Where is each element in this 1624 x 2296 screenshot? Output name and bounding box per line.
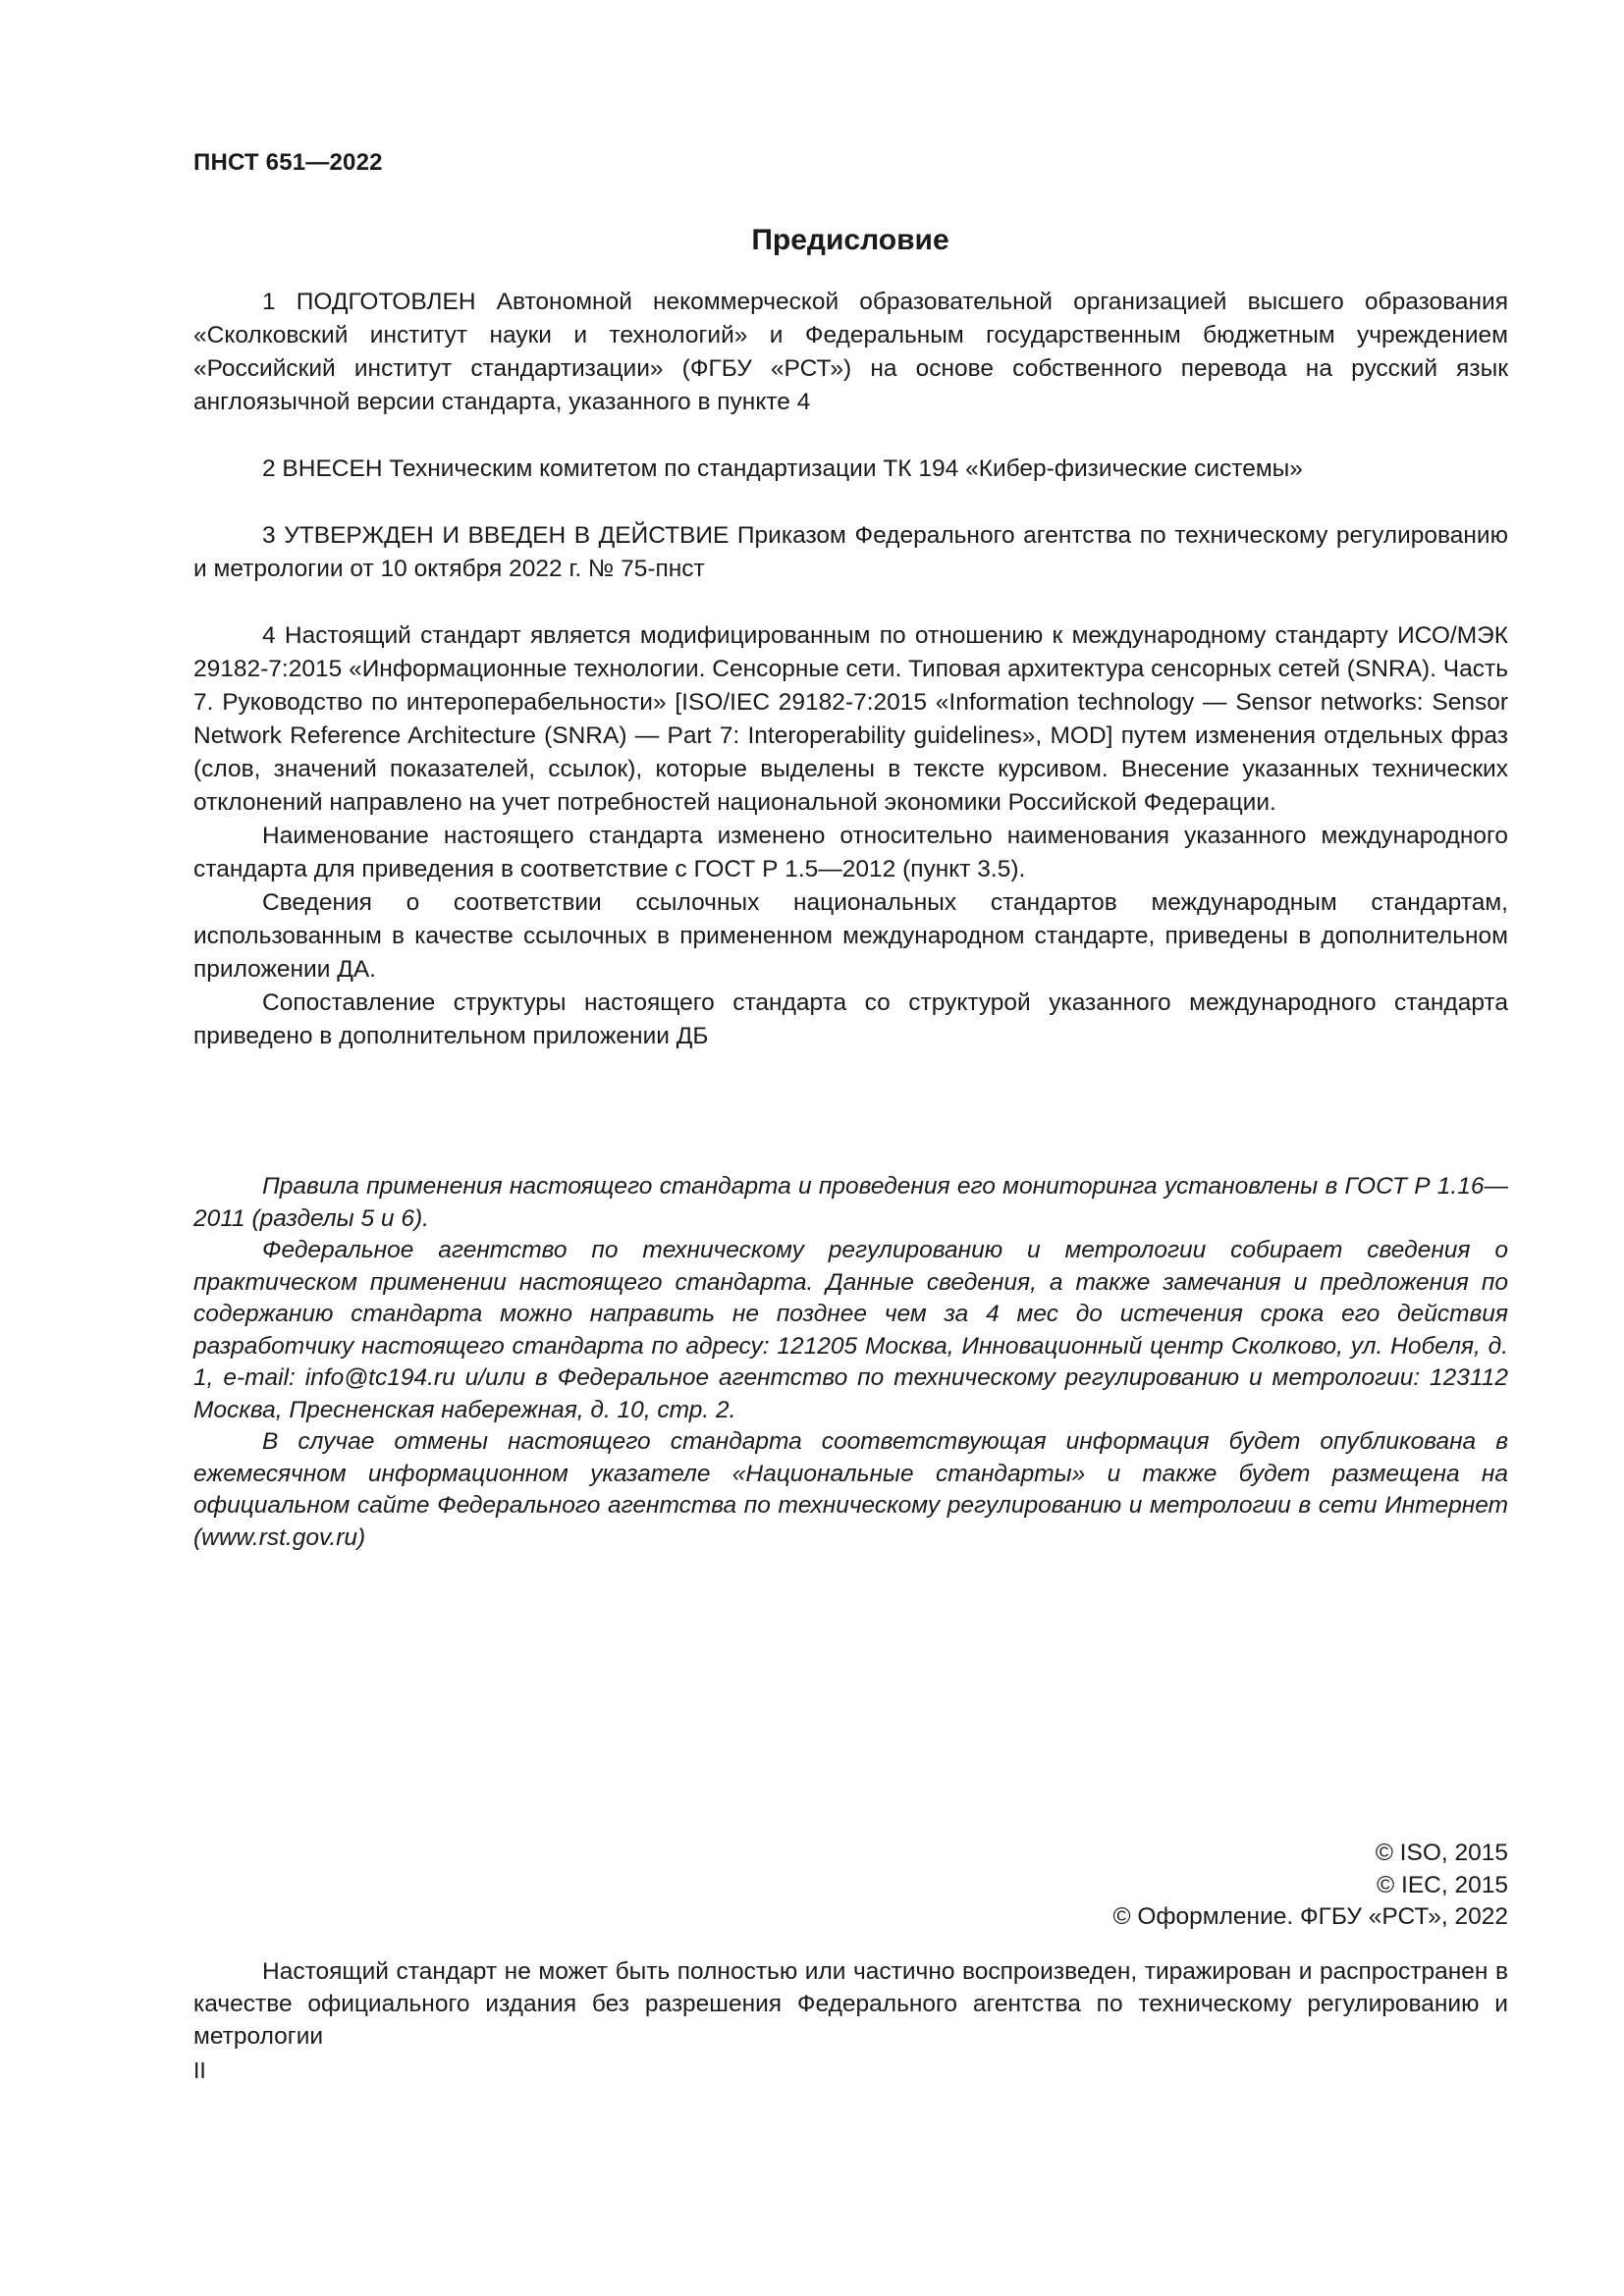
rules-paragraph: В случае отмены настоящего стандарта соответствующая информация будет опубликована в ежемесячном информационном указателе «Национальные стандарты» и также будет размещена на официальном сайте Федерального агентства по техническому регулированию и метрологии в сети Интернет (www.rst.gov.ru): [193, 1428, 1508, 1551]
copyright-iso: © ISO, 2015: [1375, 1840, 1508, 1866]
foreword-item-1: 1 ПОДГОТОВЛЕН Автономной некоммерческой образовательной организацией высшего образования «Сколковский институт науки и технологий» и Федеральным государственным бюджетным учреждением «Российский институт стандартизации» (ФГБУ «РСТ») на основе собственного перевода на русский язык англоязычной версии стандарта, указанного в пункте 4: [193, 289, 1508, 415]
document-code: ПНСТ 651—2022: [193, 149, 383, 176]
page-number: II: [193, 2057, 206, 2083]
foreword-item-3: 3 УТВЕРЖДЕН И ВВЕДЕН В ДЕЙСТВИЕ Приказом Федерального агентства по техническому регулированию и метрологии от 10 октября 2022 г. № 75-пнст: [193, 522, 1508, 582]
application-rules: [193, 1171, 1508, 1554]
foreword-body: [193, 286, 1508, 1053]
foreword-item-4-structure: Сопоставление структуры настоящего стандарта со структурой указанного международного стандарта приведено в дополнительном приложении ДБ: [193, 989, 1508, 1049]
rules-paragraph: Федеральное агентство по техническому регулированию и метрологии собирает сведения о практическом применении настоящего стандарта. Данные сведения, а также замечания и предложения по содержанию стандарта можно направить не позднее чем за 4 мес до истечения срока его действия разработчику настоящего стандарта по адресу: 121205 Москва, Инновационный центр Сколково, ул. Нобеля, д. 1, e-mail: info@tc194.ru и/или в Федеральное агентство по техническому регулированию и метрологии: 123112 Москва, Пресненская набережная, д. 10, стр. 2.: [193, 1237, 1508, 1423]
copyright-design: © Оформление. ФГБУ «РСТ», 2022: [1112, 1903, 1508, 1930]
reproduction-notice: Настоящий стандарт не может быть полностью или частично воспроизведен, тиражирован и распространен в качестве официального издания без разрешения Федерального агентства по техническому регулированию и метрологии: [193, 1958, 1508, 2050]
rules-paragraph: Правила применения настоящего стандарта и проведения его мониторинга установлены в ГОСТ Р 1.16—2011 (разделы 5 и 6).: [193, 1173, 1508, 1232]
copyright-iec: © IEC, 2015: [1377, 1871, 1508, 1898]
copyright-block: [193, 1838, 1508, 1934]
foreword-item-4: 4 Настоящий стандарт является модифицированным по отношению к международному стандарту ИСО/МЭК 29182-7:2015 «Информационные технологии. Сенсорные сети. Типовая архитектура сенсорных сетей (SNRA). Часть 7. Руководство по интероперабельности» [ISO/IEC 29182-7:2015 «Information technology — Sensor networks: Sensor Network Reference Architecture (SNRA) — Part 7: Interoperability guidelines», MOD] путем изменения отдельных фраз (слов, значений показателей, ссылок), которые выделены в тексте курсивом. Внесение указанных технических отклонений направлено на учет потребностей национальной экономики Российской Федерации.: [193, 622, 1508, 816]
foreword-item-4-name-change: Наименование настоящего стандарта изменено относительно наименования указанного международного стандарта для приведения в соответствие с ГОСТ Р 1.5—2012 (пункт 3.5).: [193, 823, 1508, 882]
foreword-item-2: 2 ВНЕСЕН Техническим комитетом по стандартизации ТК 194 «Кибер-физические системы»: [262, 455, 1303, 482]
foreword-title: Предисловие: [751, 224, 949, 256]
foreword-item-4-references: Сведения о соответствии ссылочных национальных стандартов международным стандартам, использованным в качестве ссылочных в примененном международном стандарте, приведены в дополнительном приложении ДА.: [193, 889, 1508, 983]
